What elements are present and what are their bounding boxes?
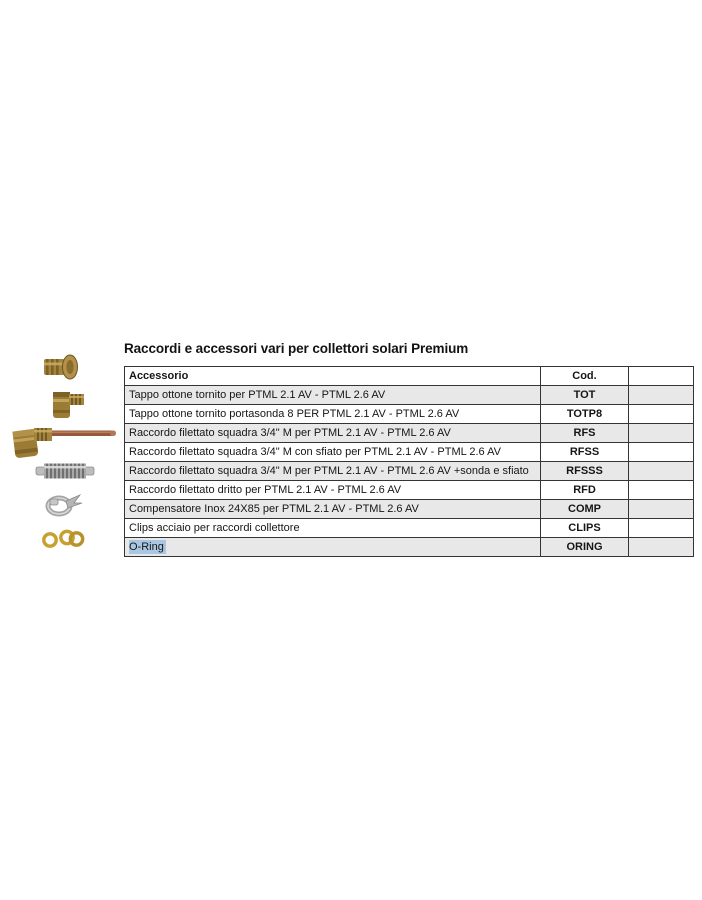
accessory-cell: Raccordo filettato squadra 3/4" M per PTML 2.1 AV - PTML 2.6 AV bbox=[125, 424, 541, 443]
accessories-table bbox=[124, 366, 694, 557]
table-row bbox=[125, 424, 694, 443]
code-cell: RFSS bbox=[541, 443, 629, 462]
empty-header bbox=[629, 367, 694, 386]
code-cell: RFSSS bbox=[541, 462, 629, 481]
table-row bbox=[125, 405, 694, 424]
brass-turned-cap-photo bbox=[43, 354, 79, 380]
empty-cell bbox=[629, 424, 694, 443]
table-header-row bbox=[125, 367, 694, 386]
steel-clip-photo bbox=[44, 491, 84, 518]
accessory-cell: Raccordo filettato squadra 3/4" M per PTML 2.1 AV - PTML 2.6 AV +sonda e sfiato bbox=[125, 462, 541, 481]
o-rings-photo bbox=[40, 527, 86, 549]
brass-tee-fitting-photo bbox=[44, 388, 86, 420]
table-row bbox=[125, 500, 694, 519]
empty-cell bbox=[629, 481, 694, 500]
accessory-cell: Tappo ottone tornito per PTML 2.1 AV - PTML 2.6 AV bbox=[125, 386, 541, 405]
code-header: Cod. bbox=[541, 367, 629, 386]
accessory-cell: Clips acciaio per raccordi collettore bbox=[125, 519, 541, 538]
empty-cell bbox=[629, 538, 694, 557]
code-cell: CLIPS bbox=[541, 519, 629, 538]
inox-compensator-photo bbox=[34, 459, 96, 483]
code-cell: COMP bbox=[541, 500, 629, 519]
empty-cell bbox=[629, 462, 694, 481]
empty-cell bbox=[629, 500, 694, 519]
page-title: Raccordi e accessori vari per collettori solari Premium bbox=[124, 341, 469, 356]
table-row bbox=[125, 462, 694, 481]
table-row bbox=[125, 481, 694, 500]
accessory-cell: Raccordo filettato squadra 3/4" M con sfiato per PTML 2.1 AV - PTML 2.6 AV bbox=[125, 443, 541, 462]
accessory-cell: Compensatore Inox 24X85 per PTML 2.1 AV - PTML 2.6 AV bbox=[125, 500, 541, 519]
table-row bbox=[125, 386, 694, 405]
table-row bbox=[125, 443, 694, 462]
code-cell: RFS bbox=[541, 424, 629, 443]
code-cell: TOT bbox=[541, 386, 629, 405]
empty-cell bbox=[629, 405, 694, 424]
table-row bbox=[125, 538, 694, 557]
empty-cell bbox=[629, 443, 694, 462]
code-cell: ORING bbox=[541, 538, 629, 557]
selected-text[interactable]: O-Ring bbox=[129, 541, 164, 553]
accessory-cell: Raccordo filettato dritto per PTML 2.1 AV - PTML 2.6 AV bbox=[125, 481, 541, 500]
code-cell: RFD bbox=[541, 481, 629, 500]
empty-cell bbox=[629, 519, 694, 538]
brass-elbow-with-probe-photo bbox=[12, 422, 116, 459]
accessory-cell bbox=[125, 538, 541, 557]
empty-cell bbox=[629, 386, 694, 405]
accessory-header: Accessorio bbox=[125, 367, 541, 386]
table-row bbox=[125, 519, 694, 538]
accessory-cell: Tappo ottone tornito portasonda 8 PER PTML 2.1 AV - PTML 2.6 AV bbox=[125, 405, 541, 424]
code-cell: TOTP8 bbox=[541, 405, 629, 424]
